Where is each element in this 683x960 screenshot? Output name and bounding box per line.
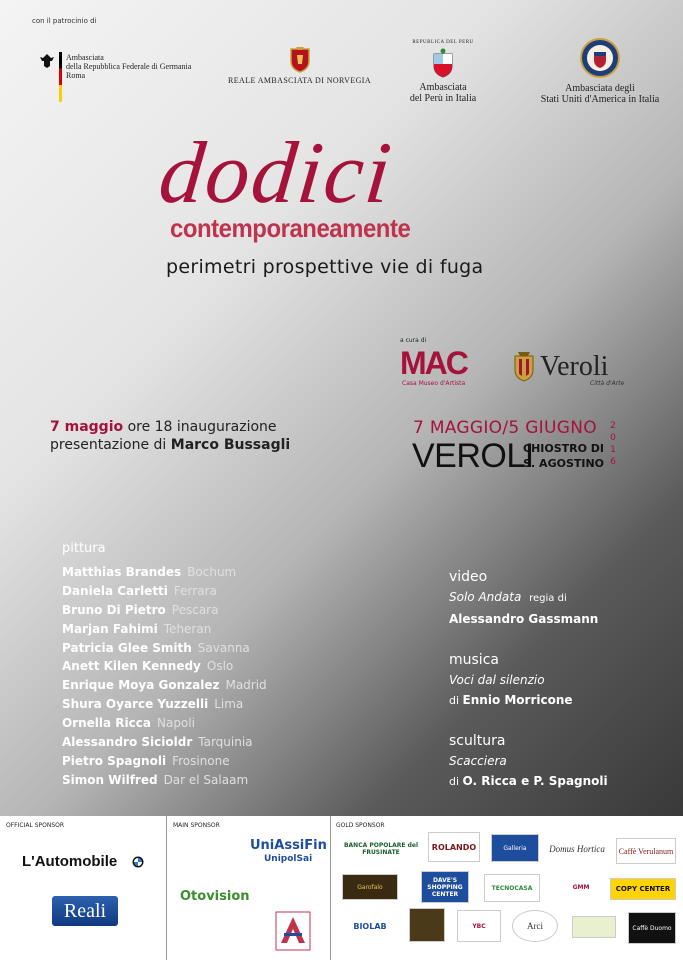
caffe-duomo-logo: Caffè Duomo bbox=[628, 912, 676, 944]
artist-city: Ferrara bbox=[173, 583, 217, 598]
sponsor-green-logo bbox=[572, 916, 616, 938]
artist-city: Napoli bbox=[156, 716, 195, 731]
year-digit: 2 bbox=[610, 421, 616, 431]
peru-line2: del Perù in Italia bbox=[409, 93, 477, 104]
artist-name: Matthias Brandes bbox=[62, 565, 182, 579]
germany-line2: della Repubblica Federale di Germania bbox=[66, 62, 192, 71]
event-city: VEROLI bbox=[412, 437, 534, 475]
artist-name: Enrique Moya Gonzalez bbox=[62, 678, 220, 693]
daves-logo: DAVE'S SHOPPING CENTER bbox=[421, 871, 469, 903]
artist-city: Tarquinia bbox=[198, 735, 253, 750]
event-dates: 7 MAGGIO/5 GIUGNO bbox=[413, 418, 597, 438]
artist-list bbox=[62, 565, 362, 792]
german-eagle-icon bbox=[38, 52, 56, 70]
artist-city: Madrid bbox=[225, 678, 267, 693]
ybc-logo: YBC bbox=[457, 910, 501, 942]
music-composer: Ennio Morricone bbox=[462, 693, 573, 707]
veroli-logo-sub: Città d'Arte bbox=[590, 380, 625, 387]
ambrosini-logo-icon bbox=[275, 911, 311, 951]
sculpture-section bbox=[449, 731, 608, 792]
caffe-verulanum-logo: Caffè Verulanum bbox=[616, 838, 676, 864]
sponsor-image-logo bbox=[409, 908, 445, 942]
domus-hortica-logo: Domus Hortica bbox=[549, 843, 605, 854]
list-item bbox=[62, 603, 362, 622]
gold-sponsor-label: GOLD SPONSOR bbox=[336, 822, 385, 829]
year-digit: 1 bbox=[610, 445, 616, 455]
copy-center-logo: COPY CENTER bbox=[610, 878, 676, 900]
artist-name: Alessandro Sicioldr bbox=[62, 735, 193, 750]
reali-logo: Reali bbox=[52, 896, 118, 926]
peru-logo bbox=[398, 38, 488, 108]
germany-logo bbox=[38, 52, 218, 102]
list-item bbox=[62, 735, 362, 754]
us-seal-icon bbox=[580, 38, 620, 78]
rolando-logo: ROLANDO bbox=[428, 832, 480, 862]
video-director: Alessandro Gassmann bbox=[449, 612, 599, 626]
video-title: Solo Andata bbox=[449, 590, 522, 604]
curated-by-label: a cura di bbox=[400, 337, 427, 344]
german-flag-bar bbox=[59, 52, 62, 102]
sculpture-by: di bbox=[449, 775, 463, 788]
venue-line1: CHIOSTRO DI bbox=[523, 442, 605, 455]
artist-name: Simon Wilfred bbox=[62, 772, 158, 787]
peru-seal-text: REPUBLICA DEL PERU bbox=[412, 40, 474, 45]
banca-popolare-logo: BANCA POPOLARE del FRUSINATE bbox=[343, 842, 419, 856]
year-digit: 0 bbox=[610, 433, 616, 443]
exhibition-subtitle: contemporaneamente bbox=[170, 213, 411, 243]
list-item bbox=[62, 773, 362, 792]
unipolsai-logo: UnipolSai bbox=[264, 854, 313, 864]
artist-name: Bruno Di Pietro bbox=[62, 602, 166, 617]
official-sponsor-label: OFFICIAL SPONSOR bbox=[6, 822, 65, 829]
veroli-logo-text: Veroli bbox=[540, 351, 609, 382]
usa-line1: Ambasciata degli bbox=[565, 83, 635, 94]
list-item bbox=[62, 641, 362, 660]
presenter-name: Marco Bussagli bbox=[170, 437, 291, 453]
video-by: regia di bbox=[529, 593, 567, 604]
music-heading: musica bbox=[449, 652, 499, 668]
list-item bbox=[62, 565, 362, 584]
artist-name: Pietro Spagnoli bbox=[62, 753, 167, 768]
list-item bbox=[62, 716, 362, 735]
artist-name: Marjan Fahimi bbox=[62, 621, 158, 636]
list-item bbox=[62, 584, 362, 603]
list-item bbox=[62, 697, 362, 716]
video-section bbox=[449, 567, 598, 629]
artist-name: Daniela Carletti bbox=[62, 583, 168, 598]
sponsor-strip bbox=[0, 816, 683, 960]
year-digit: 6 bbox=[610, 457, 616, 467]
painting-heading: pittura bbox=[62, 541, 106, 556]
germany-line3: Roma bbox=[66, 71, 86, 80]
norway-crest-icon bbox=[289, 45, 311, 73]
mac-subtitle: Casa Museo d'Artista bbox=[402, 380, 466, 387]
inauguration-info bbox=[50, 418, 290, 454]
usa-logo bbox=[535, 38, 665, 108]
presentation-label: presentazione di bbox=[50, 437, 171, 453]
artist-city: Savanna bbox=[197, 640, 250, 655]
artist-city: Dar el Salaam bbox=[163, 772, 249, 787]
garofalo-logo: Garofalo bbox=[342, 874, 398, 900]
list-item bbox=[62, 659, 362, 678]
inauguration-date: 7 maggio bbox=[50, 419, 124, 435]
sculpture-title: Scacciera bbox=[449, 754, 507, 768]
artist-city: Frosinone bbox=[172, 753, 230, 768]
artist-city: Bochum bbox=[187, 565, 237, 579]
sponsor-divider bbox=[330, 816, 331, 960]
artist-name: Shura Oyarce Yuzzelli bbox=[62, 697, 209, 712]
tecnocasa-logo: TECNOCASA bbox=[484, 874, 540, 902]
list-item bbox=[62, 678, 362, 697]
event-venue bbox=[523, 441, 604, 471]
patronage-label: con il patrocinio di bbox=[32, 17, 97, 25]
sponsor-divider bbox=[166, 816, 167, 960]
artist-city: Pescara bbox=[171, 602, 219, 617]
uniassifin-logo: UniAssiFin bbox=[250, 838, 327, 853]
list-item bbox=[62, 622, 362, 641]
sculpture-artists: O. Ricca e P. Spagnoli bbox=[462, 774, 608, 788]
peru-shield-icon bbox=[430, 48, 456, 78]
gmm-logo: GMM bbox=[572, 883, 590, 891]
music-by: di bbox=[449, 694, 463, 707]
artist-name: Anett Kilen Kennedy bbox=[62, 659, 201, 674]
main-sponsor-label: MAIN SPONSOR bbox=[173, 822, 220, 829]
exhibition-tagline: perimetri prospettive vie di fuga bbox=[166, 256, 484, 278]
usa-line2: Stati Uniti d'America in Italia bbox=[540, 94, 660, 105]
artist-city: Teheran bbox=[163, 621, 212, 636]
germany-line1: Ambasciata bbox=[66, 53, 104, 62]
event-year bbox=[608, 420, 618, 468]
automobile-logo: L'Automobile bbox=[22, 853, 118, 870]
artist-name: Patricia Glee Smith bbox=[62, 640, 192, 655]
norway-logo bbox=[225, 45, 375, 90]
artist-city: Oslo bbox=[206, 659, 234, 674]
artist-city: Lima bbox=[214, 697, 244, 712]
biolab-logo: BIOLAB bbox=[353, 921, 387, 931]
music-section bbox=[449, 650, 573, 711]
otovision-logo: Otovision bbox=[180, 889, 250, 904]
sculpture-heading: scultura bbox=[449, 733, 506, 749]
music-title: Voci dal silenzio bbox=[449, 673, 545, 687]
veroli-crest-icon bbox=[512, 350, 536, 382]
arci-logo: Arci bbox=[512, 910, 558, 942]
video-heading: video bbox=[449, 569, 488, 585]
mac-logo: MAC bbox=[400, 345, 467, 381]
bmw-icon bbox=[132, 856, 144, 868]
inauguration-time: ore 18 inaugurazione bbox=[123, 419, 277, 435]
peru-line1: Ambasciata bbox=[419, 82, 467, 93]
artist-name: Ornella Ricca bbox=[62, 716, 151, 731]
norway-text: REALE AMBASCIATA DI NORVEGIA bbox=[228, 76, 372, 85]
galleria-logo: Galleria bbox=[491, 834, 539, 862]
list-item bbox=[62, 754, 362, 773]
exhibition-title: dodici bbox=[154, 125, 398, 222]
venue-line2: S. AGOSTINO bbox=[523, 457, 605, 470]
